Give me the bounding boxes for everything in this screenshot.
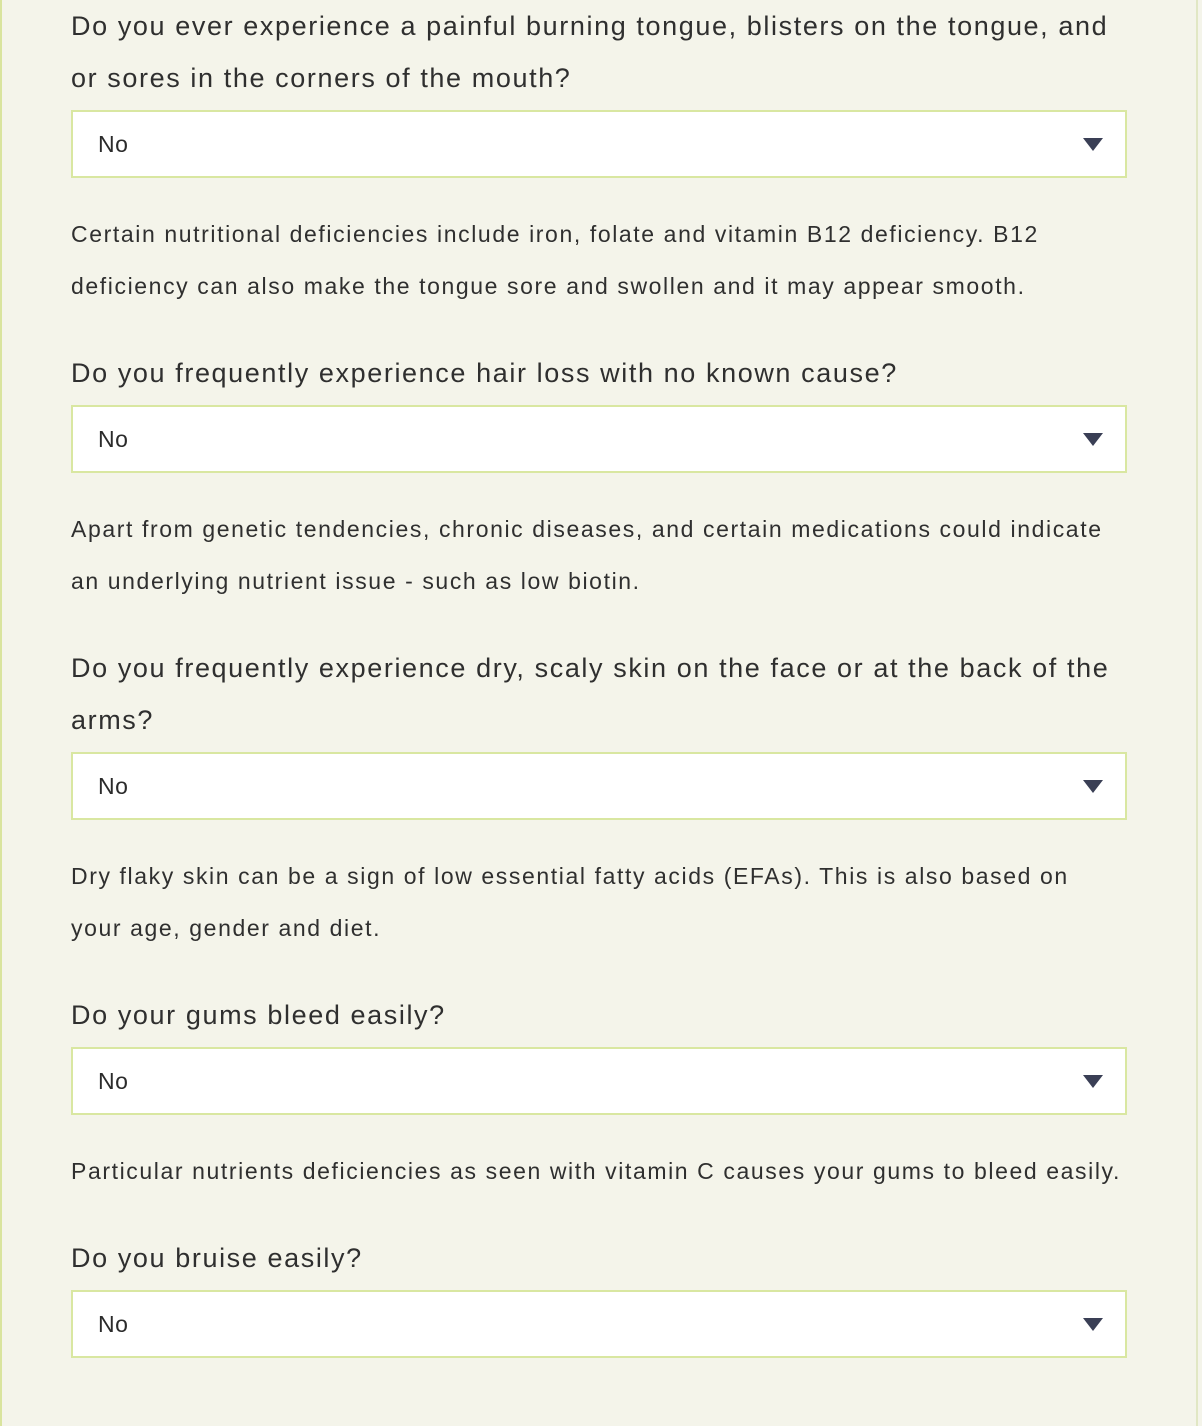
- answer-select-tongue[interactable]: [71, 110, 1127, 178]
- question-text: Do your gums bleed easily?: [71, 1000, 446, 1030]
- question-text: Do you ever experience a painful burning tongue, blisters on the tongue, and or sores in the corners of the mouth?: [71, 11, 1109, 93]
- info-text: Dry flaky skin can be a sign of low essential fatty acids (EFAs). This is also based on your age, gender and diet.: [71, 863, 1069, 941]
- chevron-down-icon: [1083, 1075, 1103, 1088]
- select-value: No: [98, 1068, 129, 1094]
- question-block-tongue: [71, 0, 1127, 312]
- question-text: Do you frequently experience hair loss with no known cause?: [71, 358, 898, 388]
- question-text: Do you frequently experience dry, scaly skin on the face or at the back of the arms?: [71, 653, 1110, 735]
- questionnaire: [71, 0, 1127, 1358]
- select-value: No: [98, 1311, 129, 1337]
- chevron-down-icon: [1083, 780, 1103, 793]
- question-text: Do you bruise easily?: [71, 1243, 363, 1273]
- info-text: Certain nutritional deficiencies include iron, folate and vitamin B12 deficiency. B12 deficiency can also make the tongue sore and swollen and it may appear smooth.: [71, 221, 1039, 299]
- question-block-bruise: [71, 1232, 1127, 1358]
- answer-select-bruise[interactable]: [71, 1290, 1127, 1358]
- question-block-dry-skin: [71, 642, 1127, 954]
- answer-select-hair-loss[interactable]: [71, 405, 1127, 473]
- chevron-down-icon: [1083, 433, 1103, 446]
- info-text: Apart from genetic tendencies, chronic diseases, and certain medications could indicate an underlying nutrient issue - such as low biotin.: [71, 516, 1103, 594]
- question-block-gums: [71, 989, 1127, 1197]
- select-value: No: [98, 426, 129, 452]
- chevron-down-icon: [1083, 138, 1103, 151]
- answer-select-gums[interactable]: [71, 1047, 1127, 1115]
- question-block-hair-loss: [71, 347, 1127, 607]
- chevron-down-icon: [1083, 1318, 1103, 1331]
- select-value: No: [98, 773, 129, 799]
- answer-select-dry-skin[interactable]: [71, 752, 1127, 820]
- select-value: No: [98, 131, 129, 157]
- info-text: Particular nutrients deficiencies as seen with vitamin C causes your gums to bleed easily.: [71, 1158, 1121, 1184]
